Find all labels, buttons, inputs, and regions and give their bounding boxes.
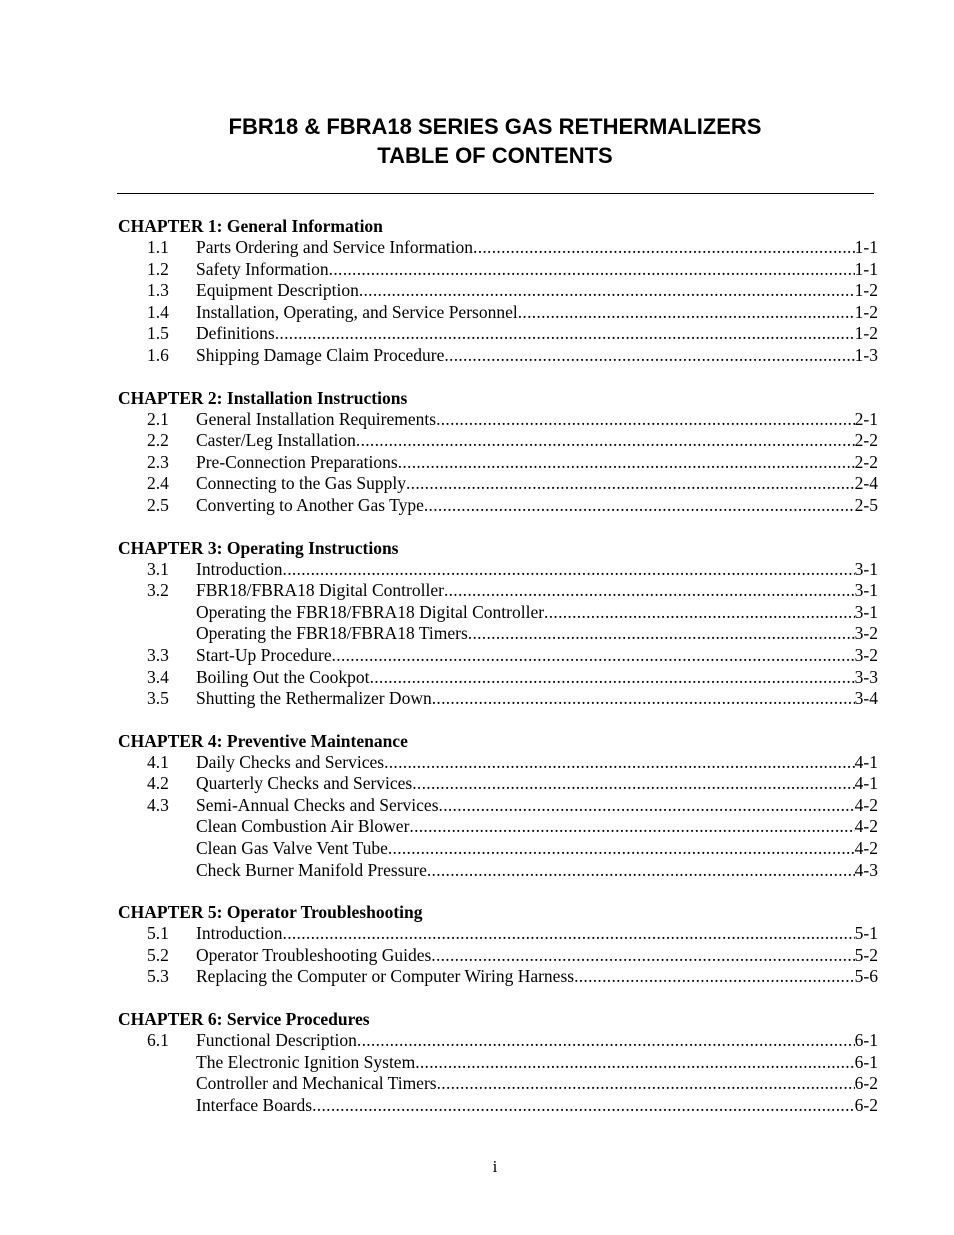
toc-chapter	[118, 537, 878, 710]
section-number: 1.1	[147, 237, 169, 257]
dot-leader	[283, 923, 855, 945]
dot-leader	[357, 1030, 855, 1052]
section-number: 6.1	[147, 1030, 169, 1051]
dot-leader	[468, 623, 855, 645]
dot-leader	[283, 559, 855, 581]
page-reference: 4-2	[854, 838, 878, 859]
dot-leader	[359, 280, 855, 302]
toc-entry[interactable]	[118, 259, 878, 281]
section-title: Operating the FBR18/FBRA18 Timers	[196, 623, 468, 644]
page-reference: 2-1	[854, 408, 878, 429]
dot-leader	[329, 259, 855, 281]
dot-leader	[409, 816, 854, 838]
page-reference: 1-1	[854, 258, 878, 279]
section-title: Definitions	[196, 323, 275, 344]
section-title: Operator Troubleshooting Guides	[196, 944, 432, 965]
section-number: 2.1	[147, 408, 169, 429]
dot-leader	[398, 452, 855, 474]
toc-entry[interactable]	[118, 473, 878, 495]
dot-leader	[444, 345, 854, 367]
section-title: Boiling Out the Cookpot	[196, 666, 370, 687]
section-number: 1.3	[147, 280, 169, 301]
section-number: 1.6	[147, 344, 169, 365]
dot-leader	[412, 773, 854, 795]
section-number: 5.1	[147, 923, 169, 944]
dot-leader	[332, 645, 855, 667]
toc-entry[interactable]	[118, 1052, 878, 1074]
toc-entry[interactable]	[118, 623, 878, 645]
dot-leader	[427, 860, 855, 882]
toc-entry[interactable]	[118, 966, 878, 988]
section-title: Controller and Mechanical Timers	[196, 1073, 437, 1094]
page-number: i	[492, 1157, 498, 1176]
section-title: Interface Boards	[196, 1094, 313, 1115]
toc-entry[interactable]	[118, 945, 878, 967]
page-reference: 1-1	[854, 237, 878, 257]
toc-entry[interactable]	[118, 688, 878, 710]
section-title: Clean Gas Valve Vent Tube	[196, 838, 388, 859]
dot-leader	[518, 302, 855, 324]
section-title: Quarterly Checks and Services	[196, 773, 413, 794]
section-number: 2.3	[147, 451, 169, 472]
section-number: 3.2	[147, 580, 169, 601]
dot-leader	[544, 602, 855, 624]
page-reference: 4-2	[854, 794, 878, 815]
page-reference: 2-2	[854, 430, 878, 451]
dot-leader	[384, 752, 855, 774]
chapter-heading: CHAPTER 1: General Information	[118, 216, 383, 236]
section-title: Clean Combustion Air Blower	[196, 816, 410, 837]
dot-leader	[432, 688, 855, 710]
page-reference: 4-1	[854, 751, 878, 772]
section-title: Functional Description	[196, 1030, 357, 1051]
toc-entry[interactable]	[118, 237, 878, 259]
page-reference: 1-2	[854, 301, 878, 322]
page-reference: 2-5	[854, 494, 878, 515]
section-title: FBR18/FBRA18 Digital Controller	[196, 580, 444, 601]
toc-entry[interactable]	[118, 280, 878, 302]
section-number: 4.3	[147, 794, 169, 815]
section-title: Caster/Leg Installation	[196, 430, 356, 451]
toc-entry[interactable]	[118, 816, 878, 838]
section-title: Check Burner Manifold Pressure	[196, 859, 427, 880]
section-number: 4.1	[147, 751, 169, 772]
section-title: Shutting the Rethermalizer Down	[196, 688, 432, 709]
page-reference: 2-4	[854, 473, 878, 494]
section-number: 3.4	[147, 666, 169, 687]
page-reference: 6-2	[854, 1073, 878, 1094]
section-number: 5.3	[147, 966, 169, 987]
section-number: 1.4	[147, 301, 169, 322]
page-reference: 6-1	[854, 1051, 878, 1072]
page-reference: 3-3	[854, 666, 878, 687]
toc-chapter	[118, 1008, 878, 1116]
section-title: The Electronic Ignition System	[196, 1051, 416, 1072]
page-reference: 4-2	[854, 816, 878, 837]
toc-entry[interactable]	[118, 752, 878, 774]
toc-entry[interactable]	[118, 1030, 878, 1052]
page-reference: 3-4	[854, 688, 878, 709]
section-number: 3.3	[147, 644, 169, 665]
toc-chapter	[118, 387, 878, 517]
page-reference: 1-2	[854, 323, 878, 344]
page-reference: 3-2	[854, 623, 878, 644]
section-number: 4.2	[147, 773, 169, 794]
table-of-contents	[118, 215, 878, 1136]
section-title: Introduction	[196, 558, 283, 579]
toc-entry[interactable]	[118, 860, 878, 882]
section-title: Converting to Another Gas Type	[196, 494, 424, 515]
page-reference: 3-1	[854, 580, 878, 601]
dot-leader	[275, 323, 855, 345]
toc-entry[interactable]	[118, 409, 878, 431]
dot-leader	[356, 430, 855, 452]
toc-entry[interactable]	[118, 1095, 878, 1117]
page-reference: 6-1	[854, 1030, 878, 1051]
section-number: 1.2	[147, 258, 169, 279]
toc-entry[interactable]	[118, 302, 878, 324]
page-reference: 3-2	[854, 644, 878, 665]
section-title: General Installation Requirements	[196, 408, 437, 429]
section-number: 5.2	[147, 944, 169, 965]
toc-entry[interactable]	[118, 452, 878, 474]
page-reference: 3-1	[854, 601, 878, 622]
section-title: Replacing the Computer or Computer Wiring Harness	[196, 966, 575, 987]
section-title: Installation, Operating, and Service Personnel	[196, 301, 518, 322]
toc-entry[interactable]	[118, 773, 878, 795]
dot-leader	[431, 945, 854, 967]
toc-chapter	[118, 215, 878, 367]
dot-leader	[370, 667, 855, 689]
dot-leader	[388, 838, 855, 860]
section-number: 2.4	[147, 473, 169, 494]
document-subtitle: TABLE OF CONTENTS	[377, 143, 613, 168]
page-reference: 1-3	[854, 344, 878, 365]
toc-entry[interactable]	[118, 923, 878, 945]
dot-leader	[415, 1052, 854, 1074]
section-title: Shipping Damage Claim Procedure	[196, 344, 445, 365]
section-title: Operating the FBR18/FBRA18 Digital Controller	[196, 601, 545, 622]
section-title: Start-Up Procedure	[196, 644, 332, 665]
section-title: Parts Ordering and Service Information	[196, 237, 474, 257]
section-title: Connecting to the Gas Supply	[196, 473, 406, 494]
page-reference: 3-1	[854, 558, 878, 579]
section-number: 2.5	[147, 494, 169, 515]
dot-leader	[473, 237, 855, 259]
toc-entry[interactable]	[118, 430, 878, 452]
toc-entry[interactable]	[118, 323, 878, 345]
page-reference: 1-2	[854, 280, 878, 301]
toc-entry[interactable]	[118, 1073, 878, 1095]
dot-leader	[444, 580, 855, 602]
chapter-heading: CHAPTER 4: Preventive Maintenance	[118, 730, 408, 751]
chapter-heading: CHAPTER 2: Installation Instructions	[118, 387, 408, 408]
section-title: Pre-Connection Preparations	[196, 451, 398, 472]
toc-entry[interactable]	[118, 580, 878, 602]
page-reference: 5-1	[854, 923, 878, 944]
toc-entry[interactable]	[118, 559, 878, 581]
toc-entry[interactable]	[118, 602, 878, 624]
section-number: 1.5	[147, 323, 169, 344]
toc-entry[interactable]	[118, 838, 878, 860]
page-reference: 2-2	[854, 451, 878, 472]
title-divider	[117, 193, 874, 194]
section-number: 3.5	[147, 688, 169, 709]
toc-entry[interactable]	[118, 645, 878, 667]
toc-entry[interactable]	[118, 667, 878, 689]
dot-leader	[574, 966, 855, 988]
toc-chapter	[118, 901, 878, 988]
page-reference: 6-2	[854, 1094, 878, 1115]
toc-entry[interactable]	[118, 795, 878, 817]
page-reference: 4-1	[854, 773, 878, 794]
chapter-heading: CHAPTER 6: Service Procedures	[118, 1009, 370, 1030]
dot-leader	[436, 409, 855, 431]
toc-chapter	[118, 730, 878, 882]
dot-leader	[406, 473, 855, 495]
section-title: Semi-Annual Checks and Services	[196, 794, 439, 815]
section-number: 3.1	[147, 558, 169, 579]
chapter-heading: CHAPTER 5: Operator Troubleshooting	[118, 902, 423, 923]
document-title: FBR18 & FBRA18 SERIES GAS RETHERMALIZERS	[228, 114, 762, 139]
toc-entry[interactable]	[118, 495, 878, 517]
section-title: Introduction	[196, 923, 283, 944]
page-reference: 4-3	[854, 859, 878, 880]
toc-entry[interactable]	[118, 345, 878, 367]
chapter-heading: CHAPTER 3: Operating Instructions	[118, 537, 399, 558]
dot-leader	[424, 495, 855, 517]
page-reference: 5-6	[854, 966, 878, 987]
page-reference: 5-2	[854, 944, 878, 965]
section-number: 2.2	[147, 430, 169, 451]
dot-leader	[312, 1095, 855, 1117]
section-title: Daily Checks and Services	[196, 751, 385, 772]
dot-leader	[437, 1073, 855, 1095]
section-title: Safety Information	[196, 258, 329, 279]
dot-leader	[439, 795, 855, 817]
section-title: Equipment Description	[196, 280, 359, 301]
